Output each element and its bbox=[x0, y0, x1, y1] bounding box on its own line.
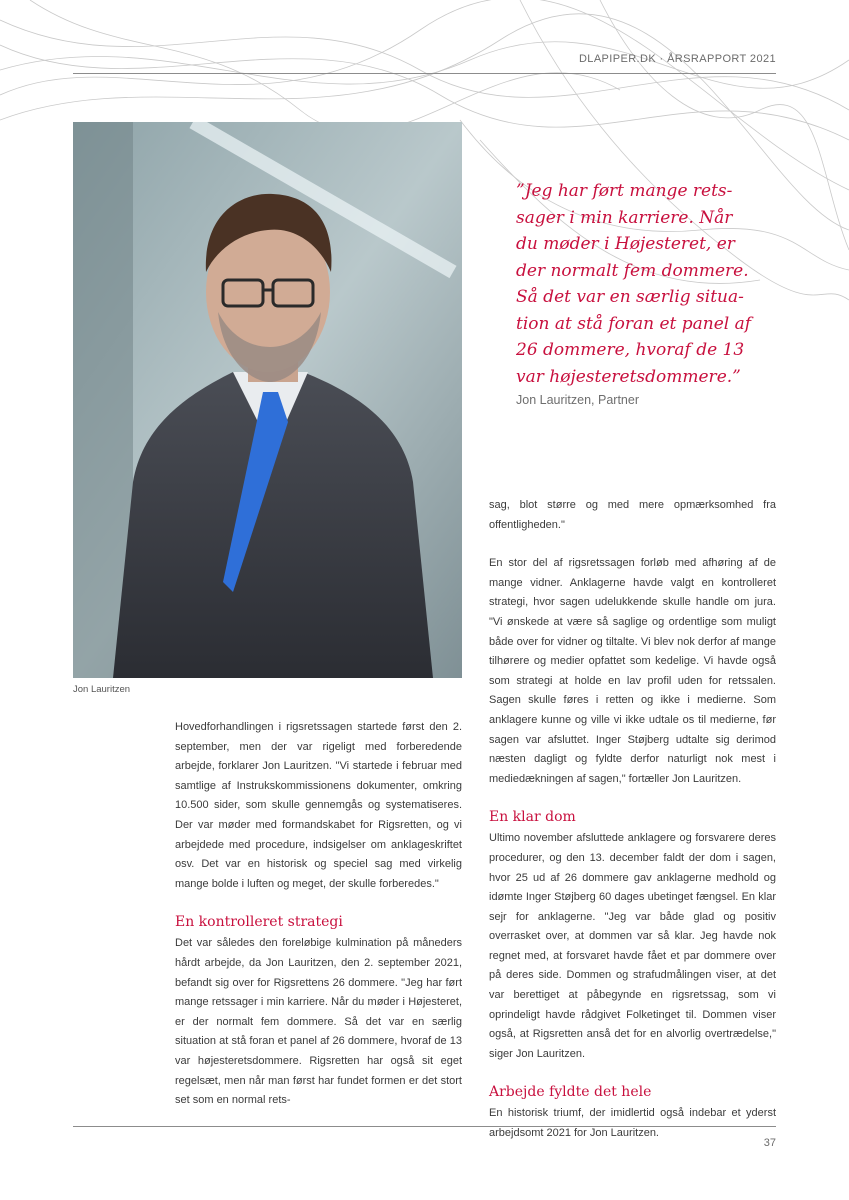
footer-rule bbox=[73, 1126, 776, 1127]
portrait-photo bbox=[73, 122, 462, 678]
quote-line: der normalt fem dommere. bbox=[516, 260, 749, 281]
section-heading: Arbejde fyldte det hele bbox=[489, 1084, 652, 1101]
pull-quote bbox=[516, 178, 766, 390]
right-text-column bbox=[489, 496, 776, 1144]
left-text-column bbox=[175, 718, 462, 1111]
quote-line: ”Jeg har ført mange rets- bbox=[516, 181, 733, 201]
body-paragraph: Det var således den foreløbige kulmination på måneders hårdt arbejde, da Jon Lauritzen, den 2. september 2021, befandt sig over for Rigsrettens 26 dommere. "Jeg har ført mange retssager i min karriere. Når du møder i Højesteret, er der normalt fem dommere. Så det var en særlig situation at stå foran et panel af 26 dommere, hvoraf de 13 var højesteretsdommere. Rigsretten har også sit eget regelsæt, men når man først har fundet formen er det stort set som en normal rets- bbox=[175, 937, 462, 1107]
body-paragraph: Hovedforhandlingen i rigsretssagen startede først den 2. september, men der var rigeligt med forberedende arbejde, forklarer Jon Lauritzen. "Vi startede i februar med samtlige af Instrukskommissionens dokumenter, omkring 10.500 sider, som skulle gennemgås og systematiseres. Der var møder med formandskabet for Rigsretten, og vi arbejdede med procedure, indsigelser om anklageskriftet osv. Det var en historisk og speciel sag med virkelig mange bolde i luften og meget, der skulle forberedes." bbox=[175, 721, 462, 890]
section-heading: En kontrolleret strategi bbox=[175, 914, 343, 931]
quote-line: 26 dommere, hvoraf de 13 bbox=[516, 340, 745, 360]
running-header: DLAPIPER.DK · ÅRSRAPPORT 2021 bbox=[578, 53, 776, 65]
body-paragraph: En stor del af rigsretssagen forløb med afhøring af de mange vidner. Anklagerne havde valgt en kontrolleret strategi, hvor sagen udelukkende skulle handle om jura. "Vi ønskede at være så saglige og ordentlige som muligt både over for vidner og tiltalte. Vi blev nok derfor af mange tilhørere og medier opfattet som kedelige. Vi havde også som strategi at holde en lav profil uden for retssalen. Sagen skulle føres i retten og ikke i medierne. Som anklagere kunne og ville vi ikke udtale os til medierne, før sagen var afsluttet. Inger Støjberg udtalte sig derimod næsten dagligt og fyldte derfor naturligt nok mest i mediedækningen af sagen," fortæller Jon Lauritzen. bbox=[489, 557, 776, 785]
quote-line: sager i min karriere. Når bbox=[516, 207, 733, 228]
body-paragraph: En historisk triumf, der imidlertid også indebar et yderst arbejdsomt 2021 for Jon Lauritzen. bbox=[489, 1107, 776, 1140]
page-number: 37 bbox=[763, 1137, 776, 1149]
photo-caption: Jon Lauritzen bbox=[73, 684, 131, 695]
quote-line: var højesteretsdommere.” bbox=[516, 366, 741, 387]
quote-line: Så det var en særlig situa- bbox=[516, 287, 744, 307]
section-heading: En klar dom bbox=[489, 809, 576, 826]
quote-line: du møder i Højesteret, er bbox=[516, 234, 735, 254]
header-rule bbox=[73, 73, 776, 74]
quote-line: tion at stå foran et panel af bbox=[516, 313, 752, 334]
body-paragraph: sag, blot større og med mere opmærksomhed fra offentligheden." bbox=[489, 499, 776, 531]
body-paragraph: Ultimo november afsluttede anklagere og forsvarere deres procedurer, og den 13. december faldt der dom i sagen, hvor 25 ud af 26 dommere gav anklagerne medhold og idømte Inger Støjberg 60 dages ubetinget fængsel. En klar sejr for anklagerne. "Jeg var både glad og positiv overrasket over, at dommen var så klar. Jeg havde nok regnet med, at forsvaret havde fået et par dommere over på deres side. Dommen og strafudmålingen viser, at det var berettiget at påbegynde en rigsretssag, som vi oprindeligt havde rådgivet Folketinget til. Dommen viser også, at Rigsretten anså det for en alvorlig overtrædelse," siger Jon Lauritzen. bbox=[489, 832, 776, 1060]
quote-attribution: Jon Lauritzen, Partner bbox=[516, 393, 639, 407]
